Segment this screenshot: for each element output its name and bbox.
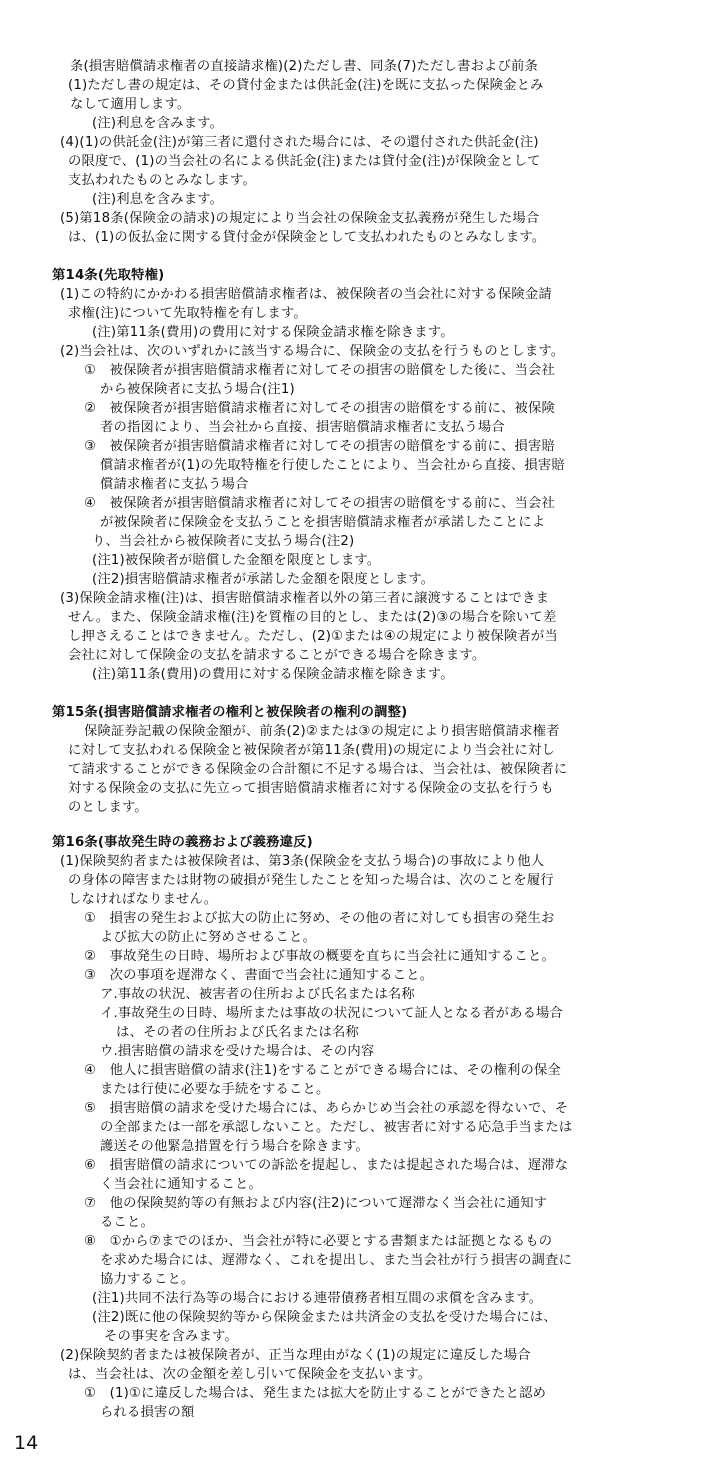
text-line: ① (1)①に違反した場合は、発生または拡大を防止することができたと認め (84, 1386, 547, 1401)
text-line: (注2)損害賠償請求権者が承諾した金額を限度とします。 (92, 572, 435, 587)
text-line: を求めた場合には、遅滞なく、これを提出し、また当会社が行う損害の調査に (100, 1253, 573, 1268)
text-line: が被保険者に保険金を支払うことを損害賠償請求権者が承諾したことによ (100, 515, 546, 530)
text-line: (注)利息を含みます。 (92, 192, 224, 207)
article-16-heading: 第16条(事故発生時の義務および義務違反) (52, 835, 313, 850)
text-line: 協力すること。 (100, 1272, 195, 1287)
text-line: の全部または一部を承認しないこと。ただし、被害者に対する応急手当または (100, 1120, 573, 1135)
text-line: 者の指図により、当会社から直接、損害賠償請求権者に支払う場合 (100, 420, 505, 435)
text-line: ① 損害の発生および拡大の防止に努め、その他の者に対しても損害の発生お (84, 911, 555, 926)
text-line: の限度で、(1)の当会社の名による供託金(注)または貸付金(注)が保険金として (68, 154, 541, 169)
text-line: ⑥ 損害賠償の請求についての訴訟を提起し、または提起された場合は、遅滞な (84, 1158, 569, 1173)
text-line: ④ 他人に損害賠償の請求(注1)をすることができる場合には、その権利の保全 (84, 1063, 561, 1078)
text-line: (3)保険金請求権(注)は、損害賠償請求権者以外の第三者に譲渡することはできま (60, 591, 550, 606)
text-line: (注)第11条(費用)の費用に対する保険金請求権を除きます。 (92, 667, 454, 682)
article-15-heading: 第15条(損害賠償請求権者の権利と被保険者の権利の調整) (52, 705, 408, 720)
text-line: 償請求権者に支払う場合 (100, 477, 249, 492)
text-line: て請求することができる保険金の合計額に不足する場合は、当会社は、被保険者に (68, 762, 568, 777)
text-line: り、当会社から被保険者に支払う場合(注2) (92, 534, 355, 549)
text-line: ⑧ ①から⑦までのほか、当会社が特に必要とする書類または証拠となるもの (84, 1234, 553, 1249)
page-number: 14 (14, 1432, 39, 1454)
text-line: (2)保険契約者または被保険者が、正当な理由がなく(1)の規定に違反した場合 (60, 1348, 531, 1363)
text-line: に対して支払われる保険金と被保険者が第11条(費用)の規定により当会社に対し (68, 743, 555, 758)
text-line: (1)この特約にかかわる損害賠償請求権者は、被保険者の当会社に対する保険金請 (60, 287, 552, 302)
text-line: (注1)被保険者が賠償した金額を限度とします。 (92, 553, 381, 568)
text-line: ③ 被保険者が損害賠償請求権者に対してその損害の賠償をする前に、損害賠 (84, 439, 556, 454)
text-line: (注2)既に他の保険契約等から保険金または共済金の支払を受けた場合には、 (92, 1310, 557, 1325)
text-line: (4)(1)の供託金(注)が第三者に還付された場合には、その還付された供託金(注) (60, 135, 539, 150)
text-line: ア.事故の状況、被害者の住所および氏名または名称 (100, 987, 415, 1002)
text-line: し押さえることはできません。ただし、(2)①または④の規定により被保険者が当 (68, 629, 558, 644)
text-line: ① 被保険者が損害賠償請求権者に対してその損害の賠償をした後に、当会社 (84, 363, 556, 378)
text-line: 償請求権者が(1)の先取特権を行使したことにより、当会社から直接、損害賠 (100, 458, 565, 473)
text-line: ること。 (100, 1215, 154, 1230)
text-line: (1)保険契約者または被保険者は、第3条(保険金を支払う場合)の事故により他人 (60, 854, 545, 869)
text-line: ③ 次の事項を遅滞なく、書面で当会社に通知すること。 (84, 968, 434, 983)
text-line: (注1)共同不法行為等の場合における連帯債務者相互間の求償を含みます。 (92, 1291, 543, 1306)
text-line: (5)第18条(保険金の請求)の規定により当会社の保険金支払義務が発生した場合 (60, 211, 540, 226)
text-line: 条(損害賠償請求権者の直接請求権)(2)ただし書、同条(7)ただし書および前条 (70, 59, 539, 74)
text-line: 護送その他緊急措置を行う場合を除きます。 (100, 1139, 369, 1154)
text-line: ⑦ 他の保険契約等の有無および内容(注2)について遅滞なく当会社に通知す (84, 1196, 548, 1211)
text-line: 会社に対して保険金の支払を請求することができる場合を除きます。 (68, 648, 486, 663)
text-line: せん。また、保険金請求権(注)を質権の目的とし、または(2)③の場合を除いて差 (68, 610, 557, 625)
text-line: 支払われたものとみなします。 (68, 173, 256, 188)
text-line: 対する保険金の支払に先立って損害賠償請求権者に対する保険金の支払を行うも (68, 781, 554, 796)
text-line: しなければなりません。 (68, 892, 218, 907)
text-line: なして適用します。 (70, 97, 191, 112)
text-line: ④ 被保険者が損害賠償請求権者に対してその損害の賠償をする前に、当会社 (84, 496, 556, 511)
text-line: ⑤ 損害賠償の請求を受けた場合には、あらかじめ当会社の承認を得ないで、そ (84, 1101, 569, 1116)
text-line: ② 事故発生の日時、場所および事故の概要を直ちに当会社に通知すること。 (84, 949, 556, 964)
text-line: ウ.損害賠償の請求を受けた場合は、その内容 (100, 1044, 375, 1059)
text-line: (注)第11条(費用)の費用に対する保険金請求権を除きます。 (92, 325, 454, 340)
text-line: から被保険者に支払う場合(注1) (100, 382, 295, 397)
text-line: (2)当会社は、次のいずれかに該当する場合に、保険金の支払を行うものとします。 (60, 344, 565, 359)
text-line: は、当会社は、次の金額を差し引いて保険金を支払います。 (68, 1367, 432, 1382)
text-line: 求権(注)について先取特権を有します。 (68, 306, 307, 321)
text-line: のとします。 (68, 800, 148, 815)
text-line: は、(1)の仮払金に関する貸付金が保険金として支払われたものとみなします。 (68, 230, 546, 245)
text-line: (1)ただし書の規定は、その貸付金または供託金(注)を既に支払った保険金とみ (68, 78, 544, 93)
text-line: は、その者の住所および氏名または名称 (116, 1025, 359, 1040)
article-14-heading: 第14条(先取特権) (52, 268, 165, 283)
text-line: ② 被保険者が損害賠償請求権者に対してその損害の賠償をする前に、被保険 (84, 401, 556, 416)
text-line: その事実を含みます。 (104, 1329, 238, 1344)
text-line: よび拡大の防止に努めさせること。 (100, 930, 316, 945)
text-line: 保険証券記載の保険金額が、前条(2)②または③の規定により損害賠償請求権者 (84, 724, 560, 739)
text-line: (注)利息を含みます。 (92, 116, 224, 131)
text-line: られる損害の額 (100, 1405, 195, 1420)
text-line: く当会社に通知すること。 (100, 1177, 262, 1192)
text-line: イ.事故発生の日時、場所または事故の状況について証人となる者がある場合 (100, 1006, 564, 1021)
text-line: または行使に必要な手続をすること。 (100, 1082, 330, 1097)
text-line: の身体の障害または財物の破損が発生したことを知った場合は、次のことを履行 (68, 873, 554, 888)
